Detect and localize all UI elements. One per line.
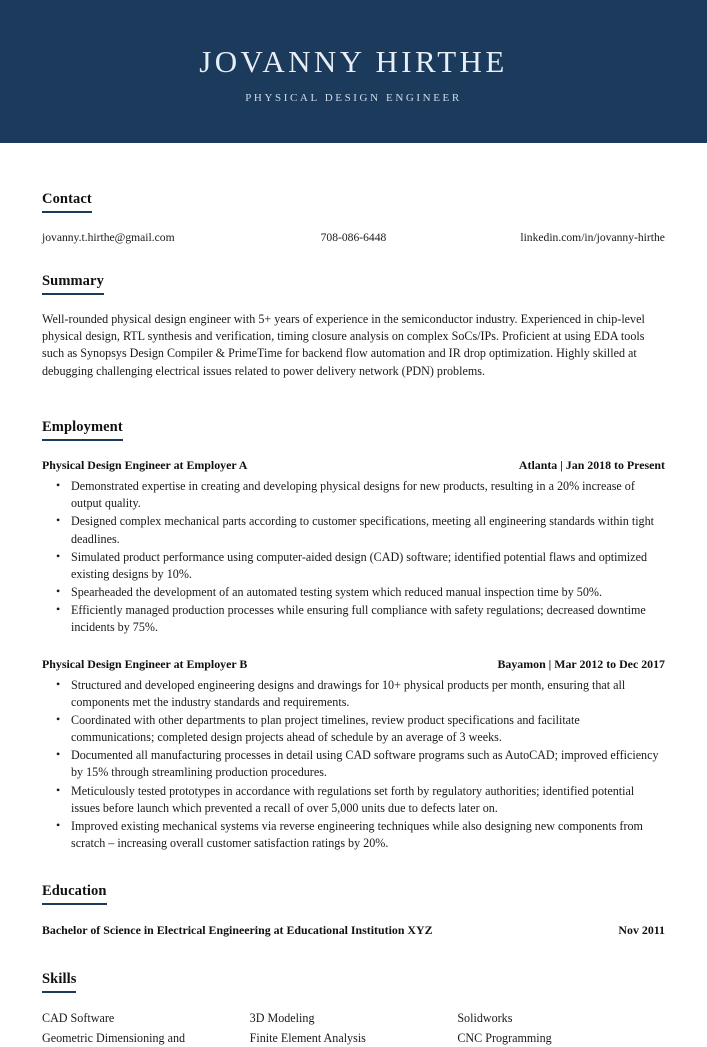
job-location-dates: Bayamon | Mar 2012 to Dec 2017: [497, 656, 665, 671]
job-location-dates: Atlanta | Jan 2018 to Present: [518, 458, 665, 473]
contact-email[interactable]: jovanny.t.hirthe@gmail.com: [42, 230, 175, 244]
resume-body: [0, 143, 707, 1047]
employment-heading-underline: [42, 420, 123, 441]
job-bullet: • Structured and developed engineering designs and drawings for 10+ physical products per month, ensuring that all components met the industry standards and requirements.: [42, 677, 665, 711]
skill-item: Finite Element Analysis: [249, 1031, 366, 1046]
employment-heading: Employment: [42, 419, 123, 436]
summary-heading-underline: [42, 274, 104, 295]
section-summary: [42, 244, 665, 380]
job-bullet: • Demonstrated expertise in creating and developing physical designs for new products, resulting in a 20% increase of output quality.: [42, 478, 665, 512]
education-degree: Bachelor of Science in Electrical Engineering at Educational Institution XYZ: [42, 923, 433, 938]
job-bullet: • Efficiently managed production processes while ensuring full compliance with safety regulations; decreased downtime incidents by 75%.: [42, 602, 665, 636]
job-bullet: • Simulated product performance using computer-aided design (CAD) software; identified potential flaws and optimized existing designs by 10%.: [42, 549, 665, 583]
job-title: Physical Design Engineer at Employer A: [42, 458, 248, 473]
skill-item: Geometric Dimensioning and: [42, 1031, 186, 1046]
skill-item: Solidworks: [457, 1011, 513, 1026]
job-header: [42, 458, 665, 473]
candidate-name: JOVANNY HIRTHE: [199, 44, 508, 80]
employment-entry: [42, 458, 665, 637]
skills-grid: [42, 1010, 665, 1047]
job-bullet: • Documented all manufacturing processes in detail using CAD software programs such as AutoCAD; improved efficiency by 15% through streamlining production procedures.: [42, 747, 665, 781]
job-bullet: • Spearheaded the development of an automated testing system which reduced manual inspection time by 50%.: [42, 584, 665, 601]
education-heading-underline: [42, 884, 107, 905]
skills-heading: Skills: [42, 971, 77, 988]
education-entry: [42, 923, 665, 938]
skill-item: CNC Programming: [457, 1031, 552, 1046]
contact-phone[interactable]: 708-086-6448: [320, 230, 387, 244]
job-bullet: • Meticulously tested prototypes in accordance with regulations set forth by regulatory authorities; identified potential issues before launch which prevented a recall of over 5,000 units due to defects later on.: [42, 783, 665, 817]
section-education: [42, 852, 665, 938]
section-skills: [42, 938, 665, 1047]
job-title: Physical Design Engineer at Employer B: [42, 656, 248, 671]
skill-item: 3D Modeling: [249, 1011, 315, 1026]
skills-heading-underline: [42, 972, 76, 993]
contact-heading: Contact: [42, 191, 92, 207]
contact-row: [42, 231, 665, 244]
summary-heading: Summary: [42, 272, 104, 289]
job-bullet: • Designed complex mechanical parts according to customer specifications, meeting all engineering standards within tight deadlines.: [42, 513, 665, 547]
contact-linkedin[interactable]: linkedin.com/in/jovanny-hirthe: [520, 230, 665, 244]
job-bullet: • Improved existing mechanical systems via reverse engineering techniques while also designing new components from scratch – increasing overall customer satisfaction ratings by 20%.: [42, 818, 665, 852]
summary-text: Well-rounded physical design engineer with 5+ years of experience in the semiconductor industry. Experienced in chip-level physical design, RTL synthesis and verification, timing closure analysis on complex SoCs/IPs. Proficient at using EDA tools such as Synopsys Design Compiler & PrimeTime for backend flow automation and IR drop optimization. Highly skilled at debugging challenging electrical issues related to power delivery network (PDN) problems.: [42, 311, 645, 378]
header-banner: [0, 0, 707, 143]
employment-entry: [42, 657, 665, 853]
section-contact: [42, 143, 665, 244]
skill-item: CAD Software: [42, 1011, 115, 1026]
job-bullet-list: [42, 677, 665, 853]
job-bullet: • Coordinated with other departments to plan project timelines, review product specifications and facilitate communications; completed design projects ahead of schedule by an average of 3 weeks.: [42, 712, 665, 746]
job-header: [42, 657, 665, 672]
education-date: Nov 2011: [618, 923, 665, 938]
section-employment: [42, 392, 665, 852]
candidate-job-title: PHYSICAL DESIGN ENGINEER: [245, 91, 462, 104]
education-heading: Education: [42, 883, 107, 900]
contact-heading-underline: [42, 192, 92, 213]
job-bullet-list: [42, 478, 665, 637]
